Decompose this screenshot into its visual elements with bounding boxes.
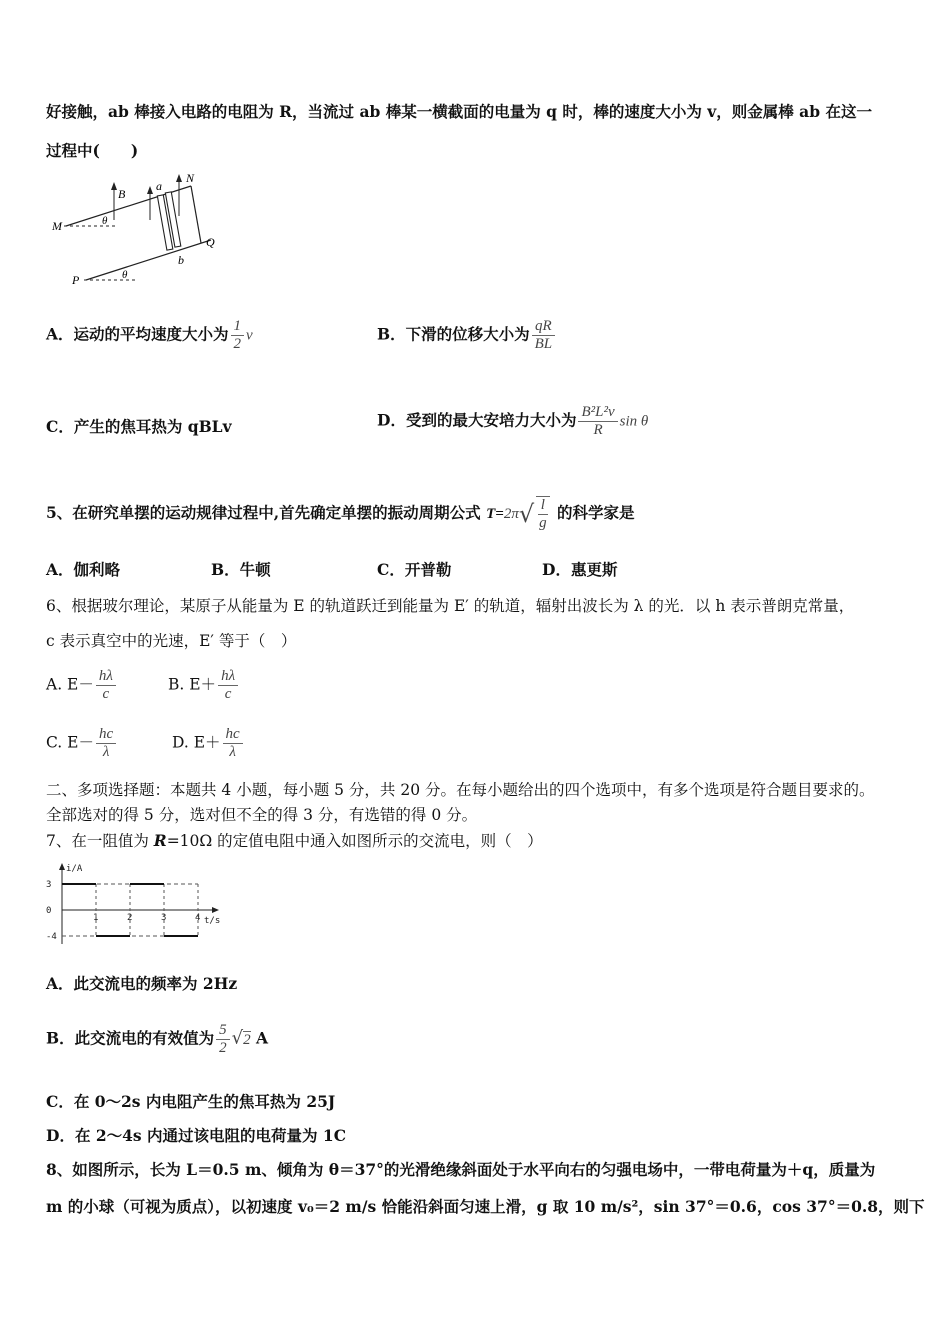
q4-option-a: A．运动的平均速度大小为 $\frac{1}{2}$ v xyxy=(46,318,253,352)
y-tick-label: -4 xyxy=(46,932,57,942)
fig-label-N: N xyxy=(186,171,195,185)
q6-stem-line2: c 表示真空中的光速，E′ 等于（ ） xyxy=(46,632,297,650)
q4-option-d: D．受到的最大安培力大小为 $\frac{\text{B²L²v}}{R}$ sin θ xyxy=(377,404,649,438)
fig-label-B: B xyxy=(118,187,126,201)
q4-stem-line1: 好接触，ab 棒接入电路的电阻为 R，当流过 ab 棒某一横截面的电量为 q 时，棒的速度大小为 v，则金属棒 ab 在这一 xyxy=(46,102,872,121)
q6-option-c: C. E－ $\frac{hc}{\lambda}$ xyxy=(46,726,118,761)
q6-option-a: A. E－ $\frac{h\lambda}{c}$ xyxy=(46,668,118,703)
fig-label-theta1: θ xyxy=(102,215,108,227)
q4-option-c: C．产生的焦耳热为 qBLv xyxy=(46,417,232,436)
q7-option-d: D．在 2～4s 内通过该电阻的电荷量为 1C xyxy=(46,1126,347,1145)
q4-figure-inclined-rails xyxy=(46,168,236,290)
q7-option-b: B．此交流电的有效值为 $\frac{5}{2}$ √2 A xyxy=(46,1022,269,1056)
fig-label-Q: Q xyxy=(206,235,215,249)
q7-stem: 7、在一阻值为 R=10Ω 的定值电阻中通入如图所示的交流电，则（ ） xyxy=(46,831,543,850)
q7-option-c: C．在 0～2s 内电阻产生的焦耳热为 25J xyxy=(46,1092,336,1111)
q4-option-b: B．下滑的位移大小为 $\frac{qR}{BL}$ xyxy=(377,318,557,353)
section2-heading-line2: 全部选对的得 5 分，选对但不全的得 3 分，有选错的得 0 分。 xyxy=(46,806,478,824)
q8-stem-line2: m 的小球（可视为质点），以初速度 v₀＝2 m/s 恰能沿斜面匀速上滑，g 取 10 m/s²，sin 37°＝0.6，cos 37°＝0.8，则下 xyxy=(46,1197,925,1216)
fig-label-b: b xyxy=(178,253,184,267)
fig-label-P: P xyxy=(72,273,80,287)
x-tick-label: 1 xyxy=(93,913,99,923)
chart-y-axis-label: i/A xyxy=(66,864,83,874)
chart-x-axis-label: t/s xyxy=(204,916,221,926)
y-tick-label: 0 xyxy=(46,906,52,916)
q5-option-b: B．牛顿 xyxy=(211,560,271,579)
q6-option-b: B. E＋ $\frac{h\lambda}{c}$ xyxy=(168,668,240,703)
x-tick-label: 2 xyxy=(127,913,133,923)
q6-stem-line1: 6、根据玻尔理论，某原子从能量为 E 的轨道跃迁到能量为 E′ 的轨道，辐射出波长为 λ 的光．以 h 表示普朗克常量， xyxy=(46,597,855,615)
q5-stem: 5、在研究单摆的运动规律过程中,首先确定单摆的振动周期公式 T=2π√ $\frac{l}{g}$ 的科学家是 xyxy=(46,497,635,531)
q4-stem-line2: 过程中( ) xyxy=(46,141,139,160)
fig-label-a: a xyxy=(156,179,162,193)
section2-heading-line1: 二、多项选择题：本题共 4 小题，每小题 5 分，共 20 分。在每小题给出的四个选项中，有多个选项是符合题目要求的。 xyxy=(46,781,875,799)
fig-label-M: M xyxy=(52,219,62,233)
q6-option-d: D. E＋ $\frac{hc}{\lambda}$ xyxy=(172,726,245,761)
y-tick-label: 3 xyxy=(46,880,52,890)
q7-current-chart xyxy=(44,860,224,948)
fig-label-theta2: θ xyxy=(122,269,128,281)
q5-option-a: A．伽利略 xyxy=(46,560,121,579)
q8-stem-line1: 8、如图所示，长为 L＝0.5 m、倾角为 θ＝37°的光滑绝缘斜面处于水平向右的匀强电场中，一带电荷量为＋q，质量为 xyxy=(46,1160,876,1179)
q7-option-a: A．此交流电的频率为 2Hz xyxy=(46,974,238,993)
x-tick-label: 3 xyxy=(161,913,167,923)
q5-option-c: C．开普勒 xyxy=(377,560,452,579)
q5-option-d: D．惠更斯 xyxy=(542,560,618,579)
x-tick-label: 4 xyxy=(195,913,201,923)
